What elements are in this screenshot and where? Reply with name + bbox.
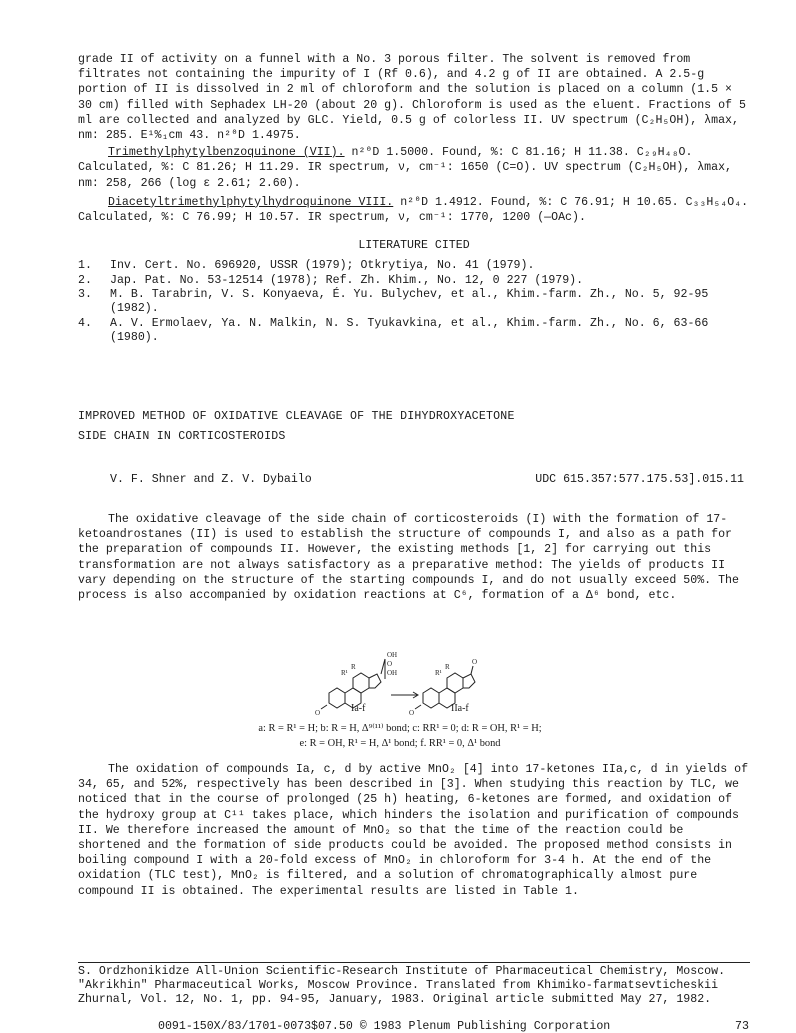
reference-item: 4. A. V. Ermolaev, Ya. N. Malkin, N. S. Tyukavkina, et al., Khim.-farm. Zh., No. 6, 63-66 (1980). xyxy=(78,316,709,345)
scheme-r-label: R xyxy=(351,663,356,671)
scheme-o-label: O xyxy=(315,709,321,717)
literature-cited xyxy=(78,238,750,346)
scheme-caption-line1: a: R = R¹ = H; b: R = H, Δ⁹⁽¹¹⁾ bond; c: RR¹ = 0; d: R = OH, R¹ = H; xyxy=(258,723,542,734)
top-section xyxy=(78,52,750,225)
compound-vii-data: n²⁰D 1.5000. Found, %: C 81.16; H 11.38. C₂₉H₄₈O. Calculated, %: C 81.26; H 11.29. IR spectrum, ν, cm⁻¹: 1650 (C=O). UV spectrum (C₂H₅OH), λmax, nm: 258, 266 (log ε 2.61; 2.60). xyxy=(78,146,733,190)
intro-paragraph: The oxidative cleavage of the side chain of corticosteroids (I) with the formation of 17-ketoandrostanes (II) is used to establish the structure of compounds I, and also as a path for the preparation of compounds II. However, the existing methods [1, 2] for carrying out this transformation are not always satisfactory as a preparative method: The yields of products II vary depending on the structure of the starting compounds I, and do not usually exceed 50%. The process is also accompanied by oxidation reactions at C⁶, formation of a Δ⁶ bond, etc. xyxy=(78,513,739,603)
results-paragraph-block xyxy=(78,762,750,899)
intro-paragraph-block xyxy=(78,512,750,603)
scheme-caption xyxy=(120,721,680,751)
udc-code: UDC 615.357:577.175.53].015.11 xyxy=(535,473,744,486)
article-authors: V. F. Shner and Z. V. Dybailo xyxy=(110,473,312,486)
article-title-line2: SIDE CHAIN IN CORTICOSTEROIDS xyxy=(78,430,286,443)
page-number: 73 xyxy=(735,1020,749,1033)
scheme-o-label: O xyxy=(409,709,415,717)
footnote: S. Ordzhonikidze All-Union Scientific-Research Institute of Pharmaceutical Chemistry, Moscow. "Akrikhin" Pharmaceutical Works, Moscow Province. Translated from Khimiko-farmatsevticheskii Zhurnal, Vol. 12, No. 1, pp. 94-95, January, 1983. Original article submitted May 27, 1982. xyxy=(78,965,726,1006)
footnote-divider xyxy=(78,962,750,963)
scheme-r1-label: R¹ xyxy=(341,669,348,677)
paragraph-compound-viii xyxy=(78,195,750,225)
literature-heading: LITERATURE CITED xyxy=(358,239,470,252)
reaction-arrow xyxy=(391,692,418,698)
scheme-label-right: IIa-f xyxy=(451,703,469,714)
scheme-oh-label: OH xyxy=(387,651,398,659)
results-paragraph: The oxidation of compounds Ia, c, d by active MnO₂ [4] into 17-ketones IIa,c, d in yields of 34, 65, and 52%, respectively has been described in [3]. When studying this reaction by TLC, we noticed that in the course of prolonged (25 h) heating, 6-ketones are formed, and oxidation of the hydroxy group at C¹¹ takes place, which hinders the isolation and purification of compounds II. We therefore increased the amount of MnO₂ so that the time of the reaction could be shortened and the formation of side products could be avoided. The proposed method consists in boiling compound I with a 20-fold excess of MnO₂ in chloroform for 3-4 h. At the end of the oxidation (TLC test), MnO₂ is filtered, and a solution of chromatographically almost pure compound II is obtained. The experimental results are listed in Table 1. xyxy=(78,763,749,898)
compound-viii-data: n²⁰D 1.4912. Found, %: C 76.91; H 10.65. C₃₃H₅₄O₄. Calculated, %: C 76.99; H 10.57. IR spectrum, ν, cm⁻¹: 1770, 1200 (—OAc). xyxy=(78,195,749,225)
paragraph-compound-ii: grade II of activity on a funnel with a No. 3 porous filter. The solvent is removed from filtrates not containing the impurity of I (Rf 0.6), and 4.2 g of II are obtained. A 2.5-g portion of II is dissolved in 2 ml of chloroform and the solution is placed on a column (1.5 × 30 cm) filled with Sephadex LH-20 (about 20 g). Chloroform is used as the eluent. Fractions of 5 ml are collected and analyzed by GLC. Yield, 0.5 g of colorless II. UV spectrum (C₂H₅OH), λmax, nm: 285. E¹%₁cm 43. n²⁰D 1.4975. xyxy=(78,53,746,143)
reference-item: 1. Inv. Cert. No. 696920, USSR (1979); Otkrytiya, No. 41 (1979). xyxy=(78,259,535,273)
copyright-line: 0091-150X/83/1701-0073$07.50 © 1983 Plenum Publishing Corporation xyxy=(158,1020,611,1033)
paragraph-compound-vii xyxy=(78,145,750,191)
scheme-caption-line2: e: R = OH, R¹ = H, Δ¹ bond; f. RR¹ = 0, Δ¹ bond xyxy=(299,738,501,749)
article-title xyxy=(78,407,515,447)
scheme-r-label: R xyxy=(445,663,450,671)
compound-vii-title: Trimethylphytylbenzoquinone (VII). xyxy=(108,146,345,160)
scheme-oh-label: OH xyxy=(387,669,398,677)
scheme-o-label: O xyxy=(387,660,393,668)
scheme-label-left: Ia-f xyxy=(351,703,366,714)
reference-list xyxy=(78,259,750,345)
scheme-o-label: O xyxy=(472,658,478,666)
compound-viii-title: Diacetyltrimethylphytylhydroquinone VIII. xyxy=(108,195,394,209)
article-title-line1: IMPROVED METHOD OF OXIDATIVE CLEAVAGE OF THE DIHYDROXYACETONE xyxy=(78,410,515,423)
reference-item: 3. M. B. Tarabrin, V. S. Konyaeva, É. Yu. Bulychev, et al., Khim.-farm. Zh., No. 5, 92-95 (1982). xyxy=(78,288,709,316)
scheme-r1-label: R¹ xyxy=(435,669,442,677)
reference-item: 2. Jap. Pat. No. 53-12514 (1978); Ref. Zh. Khim., No. 12, 0 227 (1979). xyxy=(78,273,584,287)
